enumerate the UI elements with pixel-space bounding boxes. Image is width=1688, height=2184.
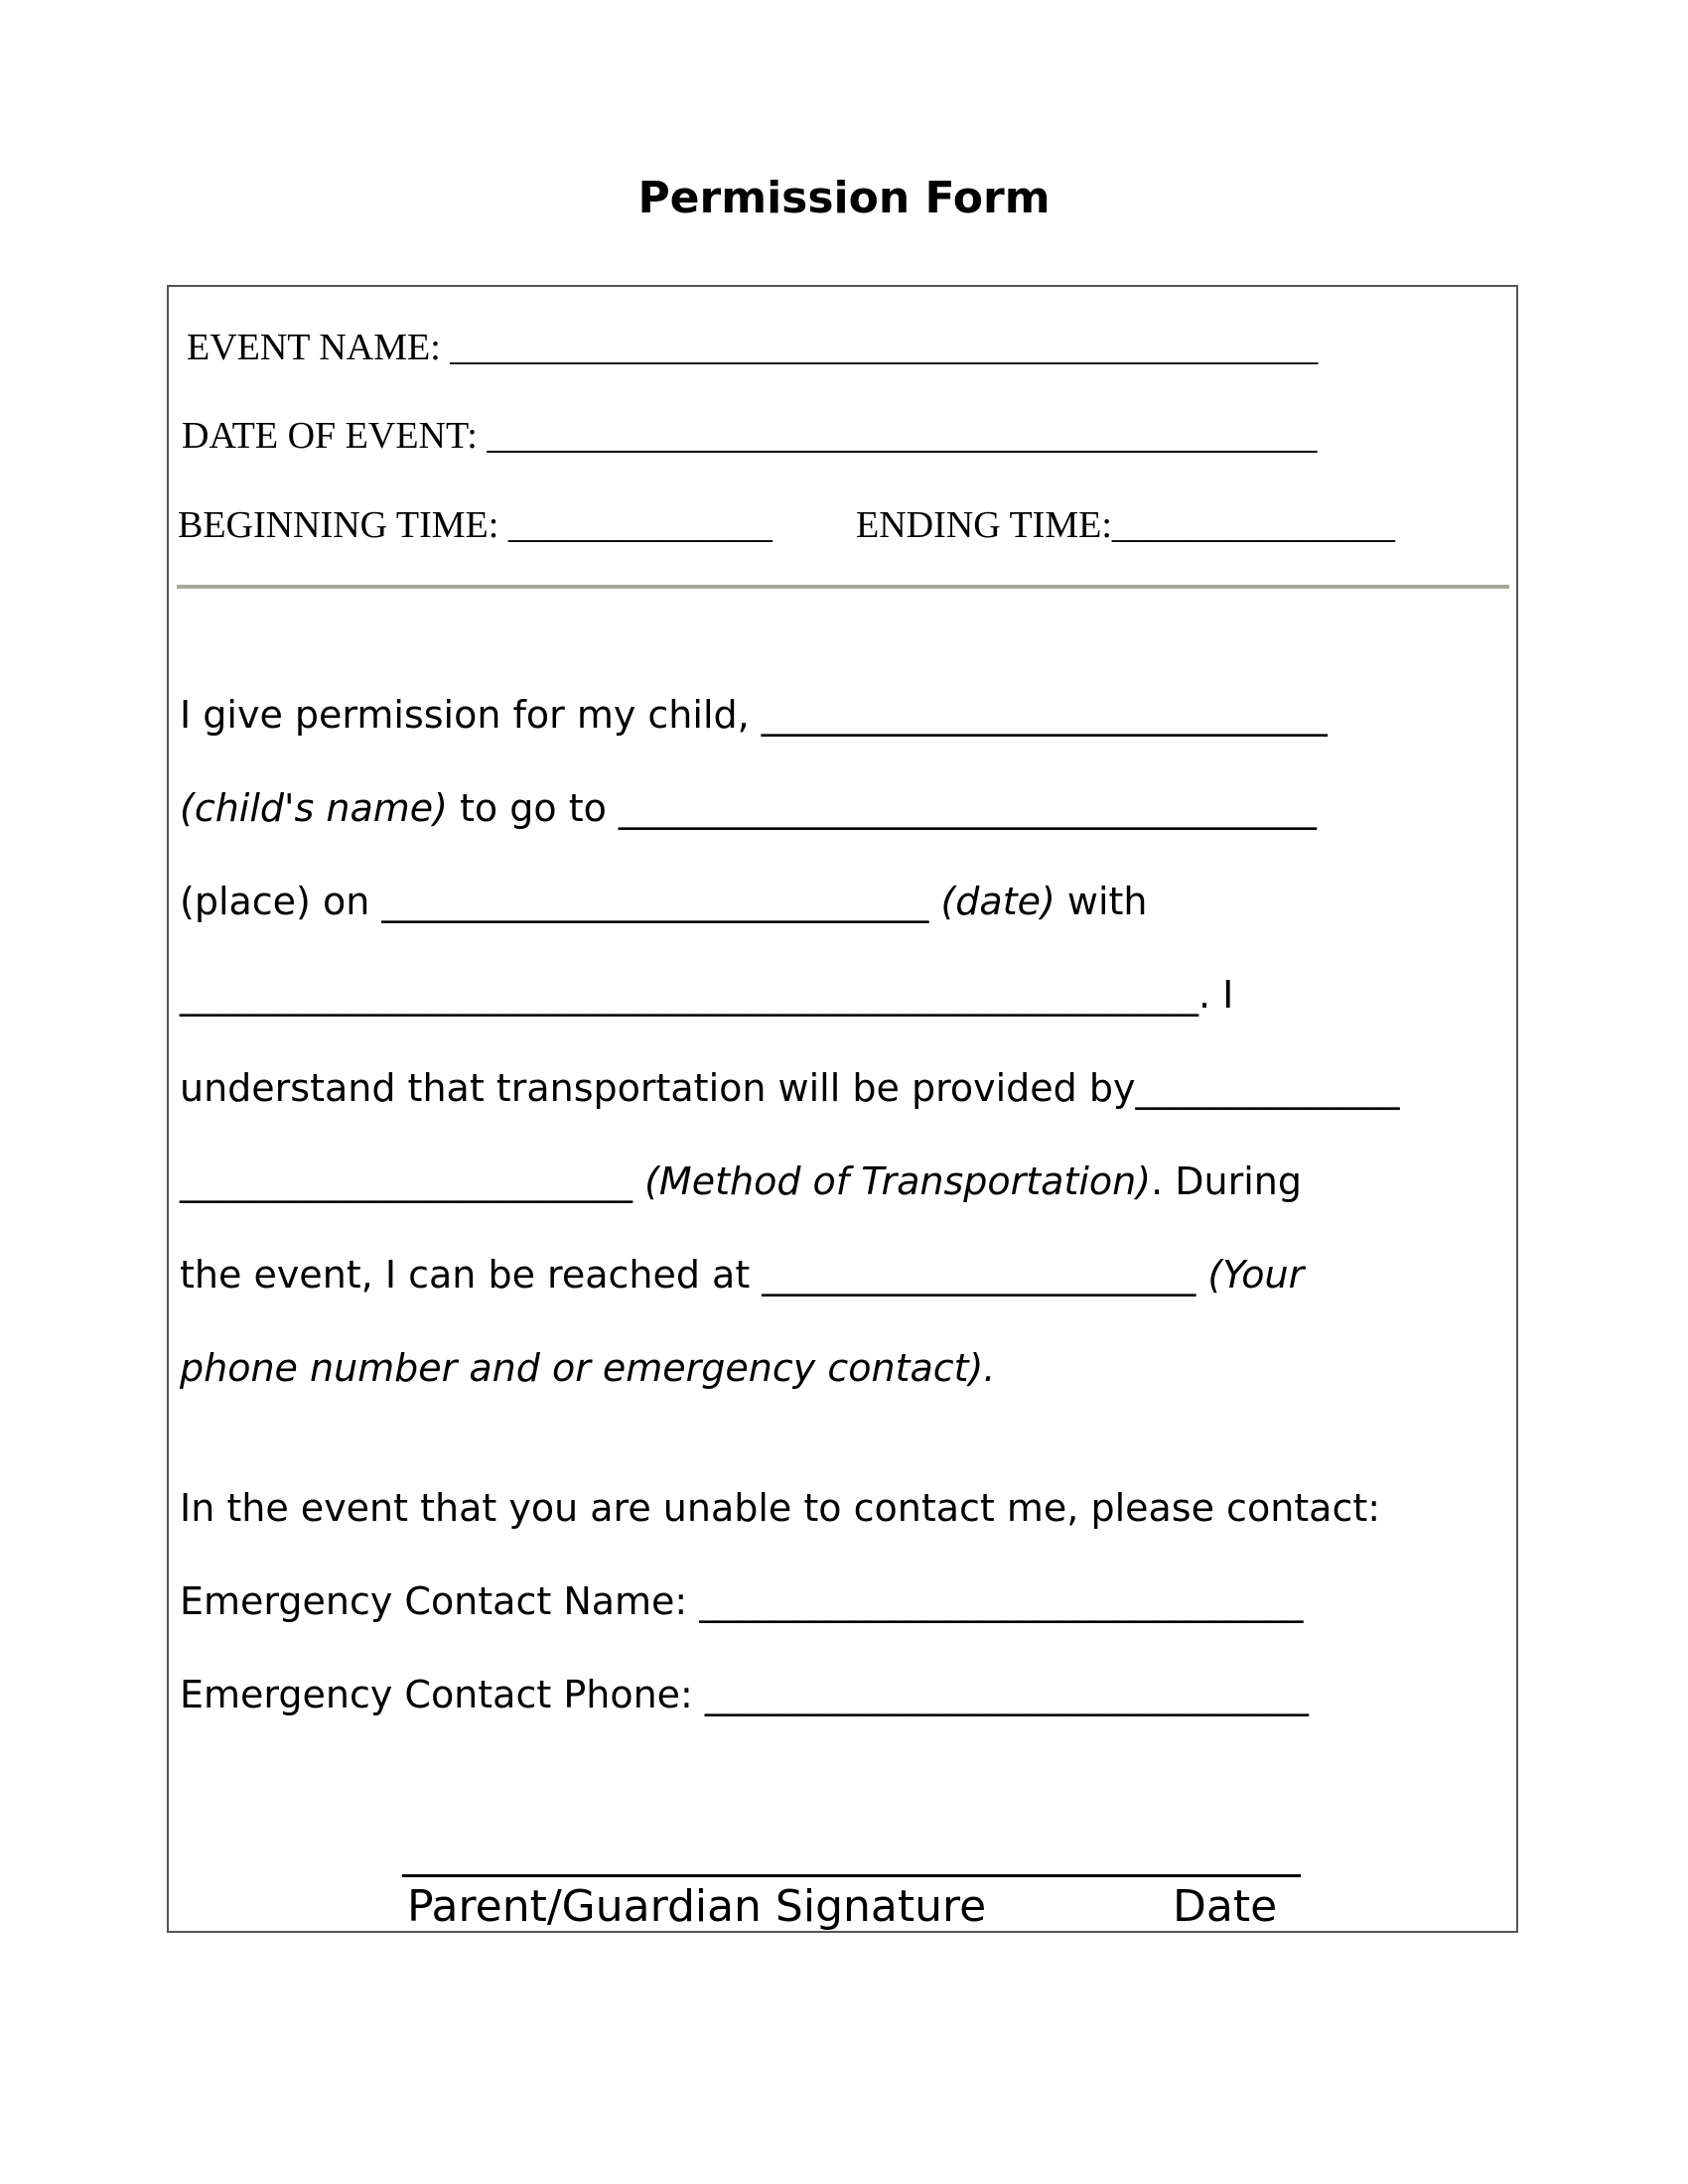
emergency-contact-name-field[interactable]: Emergency Contact Name: ________________________________ xyxy=(180,1579,1304,1623)
signature-line[interactable] xyxy=(402,1874,1301,1877)
beginning-time-field[interactable]: BEGINNING TIME: ______________ xyxy=(178,504,773,546)
during-text: . During xyxy=(1151,1160,1302,1203)
method-of-transportation-line[interactable] xyxy=(180,1157,1302,1206)
date-hint: (date) xyxy=(940,880,1055,923)
reached-at-text: the event, I can be reached at _______________________ xyxy=(180,1253,1208,1297)
header-separator xyxy=(177,585,1509,589)
permission-child-line[interactable]: I give permission for my child, ______________________________ xyxy=(180,693,1328,737)
date-of-event-field[interactable]: DATE OF EVENT: ____________________________________________ xyxy=(182,415,1318,457)
go-to-text: to go to _____________________________________ xyxy=(447,786,1317,830)
signature-label: Parent/Guardian Signature xyxy=(407,1881,987,1932)
method-hint: (Method of Transportation) xyxy=(644,1160,1152,1203)
ending-time-field[interactable]: ENDING TIME:_______________ xyxy=(856,504,1395,546)
child-name-place-line[interactable] xyxy=(180,783,1317,833)
emergency-contact-phone-field[interactable]: Emergency Contact Phone: ________________________________ xyxy=(180,1673,1309,1716)
place-on-text: (place) on _____________________________ xyxy=(180,880,941,923)
date-label: Date xyxy=(1173,1881,1278,1932)
with-text: with xyxy=(1055,880,1148,923)
reached-at-line[interactable] xyxy=(180,1250,1304,1299)
unable-to-contact-text: In the event that you are unable to contact me, please contact: xyxy=(180,1486,1381,1530)
page-title: Permission Form xyxy=(637,173,1051,223)
event-name-field[interactable]: EVENT NAME: ______________________________________________ xyxy=(187,327,1319,368)
chaperone-line[interactable]: ______________________________________________________. I xyxy=(180,973,1234,1017)
place-date-line[interactable] xyxy=(180,877,1148,926)
child-name-hint: (child's name) xyxy=(180,786,448,830)
transportation-line[interactable]: understand that transportation will be provided by______________ xyxy=(180,1066,1400,1110)
phone-hint-start: (Your xyxy=(1207,1253,1305,1297)
phone-hint-end: phone number and or emergency contact). xyxy=(180,1346,996,1390)
transport-blank: ________________________ xyxy=(180,1160,645,1203)
